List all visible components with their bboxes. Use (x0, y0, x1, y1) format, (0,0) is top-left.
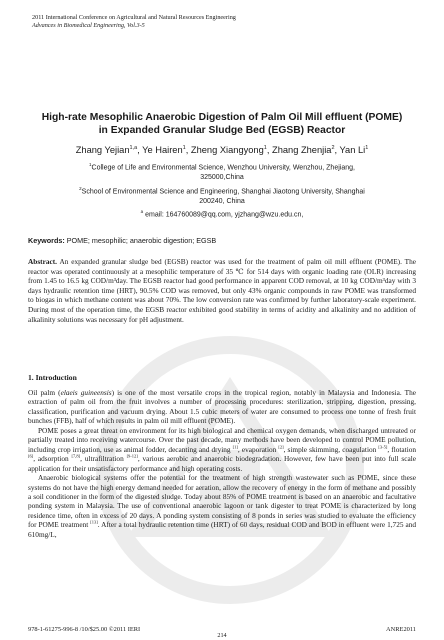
author-sup: 1 (365, 145, 369, 151)
author-name: Zheng Xiangyong (190, 145, 264, 156)
species-name: elaeis guineensis (60, 388, 112, 397)
author-name: Ye Hairen (142, 145, 183, 156)
citation: [2] (278, 444, 284, 450)
paper-title (28, 111, 416, 137)
email-sup: a (140, 209, 144, 214)
page-number: 214 (217, 632, 227, 639)
author-email (40, 207, 404, 220)
affiliation-line: School of Environmental Science and Engineering, Shanghai Jiaotong University, Shanghai (81, 188, 365, 196)
author-list: Zhang Yejian$^{1,a}$, Ye Hairen$^1$, Zheng Xiangyong$^1$, Zhang Zhenjia$^2$, Yan Li$^1$ (75, 145, 369, 156)
citation: [9-12] (126, 453, 138, 459)
citation: [6] (28, 453, 34, 459)
intro-paragraph: Anaerobic biological systems offer the potential for the treatment of high strength wastewater such as POME, since these systems do not have the high energy demand needed for aeration, allow the recovery of energy in the form of methane and possibly a soil conditioner in the form of the digested sludge. Today about 85% of POME treatment is based on an anaerobic and facultative ponding system in Malaysia. The use of conventional anaerobic lagoon or tank digester to treat POME is characterized by long residence time, often in excess of 20 days. A ponding system consisting of 8 ponds in series was studied to evaluate the efficiency for POME treatment [13]. After a total hydraulic retention time (HRT) of 60 days, residual COD and BOD in effluent were 1,725 and 610mg/L, (28, 473, 417, 539)
introduction-body (28, 388, 416, 539)
intro-paragraph: Oil palm (elaeis guineensis) is one of the most versatile crops in the tropical region, notably in Malaysia and Indonesia. The extraction of palm oil from the fruit involves a number of processing procedures: sterilization, stripping, digestion, pressing, classification, purification and vacuum drying. About 1.5 cubic meters of water are consumed to process one tonne of fresh fruit bunches (FFB), half of which results in palm oil mill effluent (POME). (28, 388, 416, 426)
footer-isbn: 978-1-61275-996-8 /10/$25.00 ©2011 IERI (28, 626, 141, 633)
affiliation-line: College of Life and Environmental Science, Wenzhou University, Wenzhou, Zhejiang, (91, 164, 355, 172)
title-line-2: in Expanded Granular Sludge Bed (EGSB) Reactor (98, 125, 346, 136)
citation: [7,8] (71, 453, 81, 459)
title-line-1: High-rate Mesophilic Anaerobic Digestion of Palm Oil Mill effluent (POME) (41, 112, 403, 123)
affiliation-line: 200240, China (199, 197, 245, 205)
author-sup: 2 (331, 145, 335, 151)
author-name: Zhang Zhenjia (272, 145, 332, 156)
journal-series: Advances in Biomedical Engineering, Vol.3-5 (32, 22, 145, 29)
affiliation-2 (40, 184, 404, 206)
keywords (28, 236, 416, 245)
affiliation-sup: 1 (89, 162, 92, 167)
author-sup: 1,a (129, 145, 138, 151)
citation: [1] (232, 444, 238, 450)
conference-header (32, 14, 236, 30)
citation: [3-5] (378, 444, 388, 450)
keywords-text: POME; mesophilic; anaerobic digestion; EGSB (66, 236, 217, 245)
author-sup: 1 (263, 145, 267, 151)
affiliation-sup: 2 (79, 186, 82, 191)
affiliation-1 (40, 160, 404, 182)
author-name: Zhang Yejian (75, 145, 130, 156)
author-name: Yan Li (339, 145, 366, 156)
author-sup: 1 (182, 145, 186, 151)
abstract-text: An expanded granular sludge bed (EGSB) reactor was used for the treatment of palm oil mill effluent (POME). The reactor was operated continuously at a mesophilic temperature of 35 ℃ for 514 days with organic loading rate (OLR) increasing from 1.45 to 16.5 kg COD/m³day. The EGSB reactor had good performance in apparent COD removal, at 10 kg COD/m³day with 3 days hydraulic retention time (HRT), 90.5% COD was removed, but only 43% organic compounds in raw POME was transformed to biogas in which methane content was about 70%. The low conversion rate was confirmed by further laboratory-scale experiment. During most of the operation time, the EGSB reactor exhibited good stability in terms of acidity and alkalinity and no addition of alkalinity solutions was necessary for pH adjustment. (28, 257, 417, 324)
conference-name: 2011 International Conference on Agricultural and Natural Resources Engineering (32, 14, 236, 21)
abstract (28, 257, 416, 324)
keywords-label: Keywords: (28, 236, 65, 245)
section-heading-introduction: 1. Introduction (28, 373, 77, 382)
abstract-label: Abstract. (28, 257, 57, 266)
footer-conference-code: ANRE2011 (386, 626, 416, 633)
citation: [13] (90, 519, 98, 525)
email-text: email: 164760089@qq.com, yjzhang@wzu.edu.cn, (145, 211, 304, 219)
intro-paragraph: POME poses a great threat on environment for its high biological and chemical oxygen demands, when discharged untreated or partially treated into receiving watercourse. Over the past decade, many methods have been developed to control POME pollution, including crop irrigation, use as animal fodder, decanting and drying [1], evaporation [2], simple skimming, coagulation [3-5], flotation [6], adsorption [7,8], ultrafiltration [9-12], various aerobic and anaerobic biodegradation. However, few have been put into full scale application for their unsatisfactory performance and high operating costs. (28, 425, 417, 473)
affiliation-line: 325000,China (200, 173, 244, 181)
